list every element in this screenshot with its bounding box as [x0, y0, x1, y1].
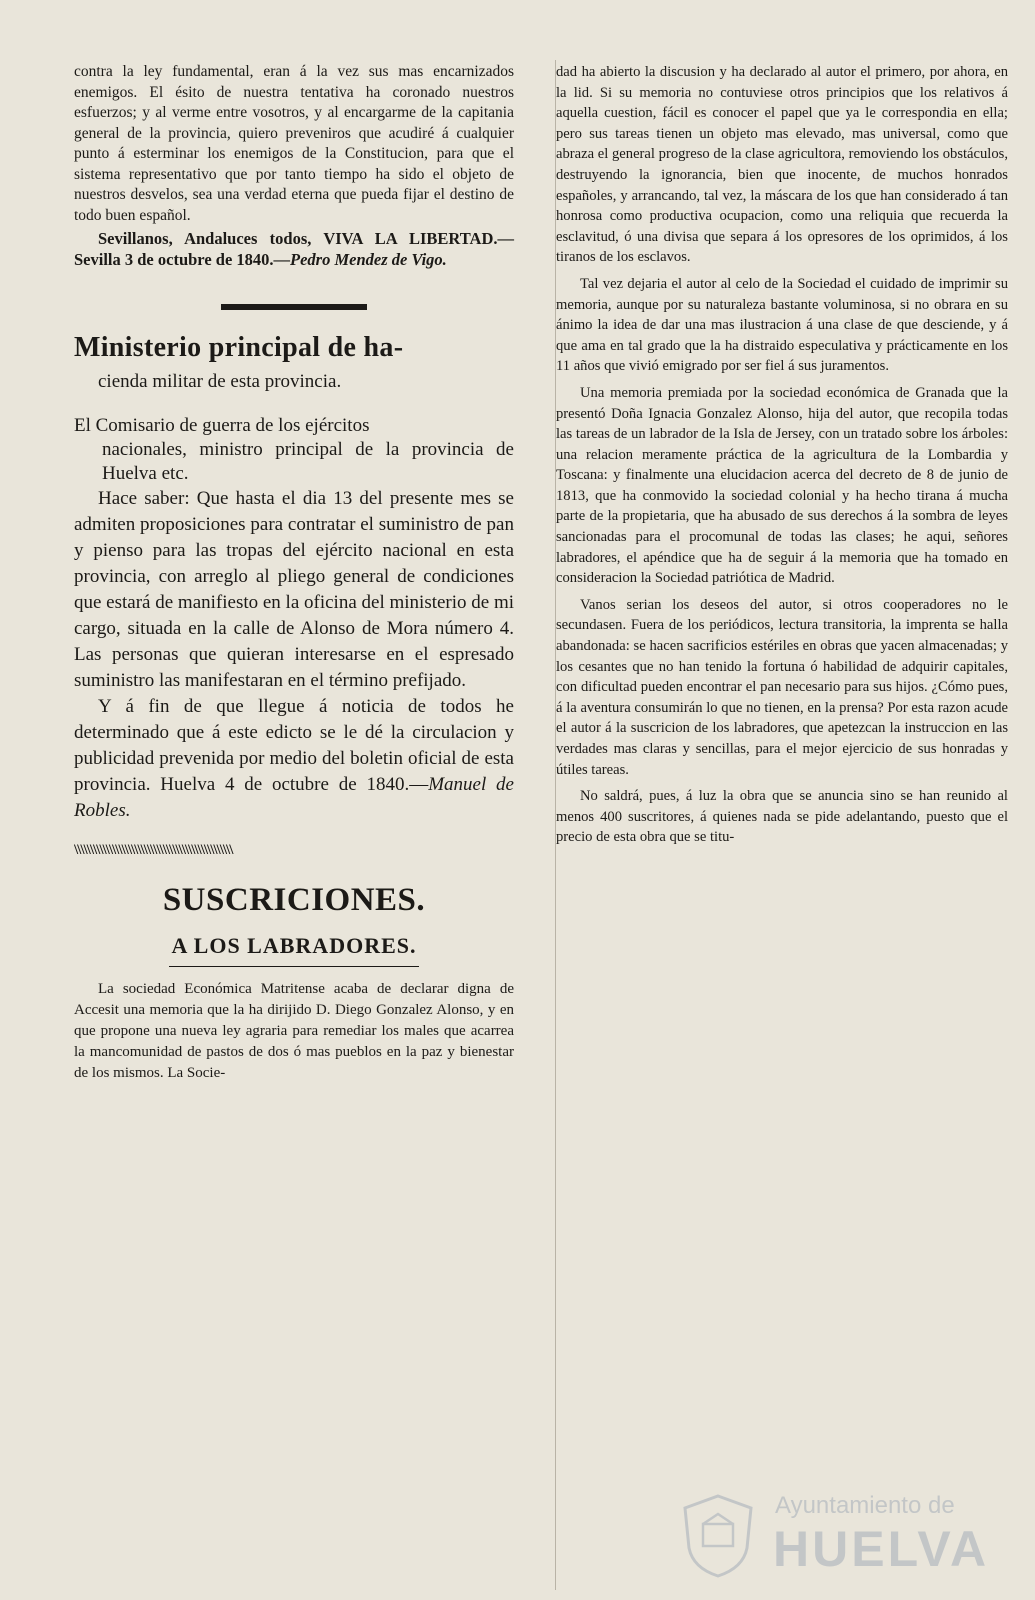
edict-paragraph-2-text: Y á fin de que llegue á noticia de todos he determinado que á este edicto se le dé la circulacion y publicidad prevenida por medio del boletin oficial de esta provincia. Huelva 4 de octubre de 1840.—	[74, 696, 514, 795]
edict-signature: Manuel de Robles.	[74, 774, 514, 821]
heading-underline	[169, 966, 419, 967]
labradores-heading: A LOS LABRADORES.	[171, 933, 417, 958]
right-paragraph-4: Vanos serian los deseos del autor, si otros cooperadores no le secundasen. Fuera de los periódicos, lectura transitoria, la imprenta se halla abandonada: se hacen sacrificios estériles en obras que yacen almacenadas; y los cesantes que no han tenido la fortuna ó habilidad de adquirir capitales, con dificultad pueden encontrar el pan necesario para sus hijos. ¿Cómo pues, á la aventura consumirán lo que no tienen, en la prensa? Por esta razon acude el autor á la suscricion de los labradores, que apetezcan la instruccion en las verdades mas claras y sencillas, para el mejor ejercicio de sus honradas y útiles tareas.	[556, 596, 1008, 778]
signature-line: Sevillanos, Andaluces todos, VIVA LA LIBERTAD.—Sevilla 3 de octubre de 1840.—	[74, 229, 514, 269]
right-column	[556, 62, 1008, 854]
right-paragraph-1: dad ha abierto la discusion y ha declarado al autor el primero, por ahora, en la lid. Si su memoria no contuviese otros principios que los relativos á aquella cuestion, fácil es conocer el papel que ya le correspondia en ella; pero sus tareas tienen un objeto mas elevado, mas universal, como que abraza el general progreso de la clase agricultora, removiendo los obstáculos, destruyendo la ignorancia, bien que inocente, de muchos honrados españoles, y arrancando, tal vez, la máscara de los que han considerado á tan honrosa como productiva ocupacion, como una reliquia que recuerda la esclavitud, ó una divisa que separa á los opresores de los oprimidos, á los tiranos de los esclavos.	[556, 64, 1008, 266]
labradores-paragraph: La sociedad Económica Matritense acaba de declarar digna de Accesit una memoria que la ha dirijido D. Diego Gonzalez Alonso, y en que propone una nueva ley agraria para remediar los males que acarrea la mancomunidad de pastos de dos ó mas pueblos en la paz y bienestar de los mismos. La Socie-	[74, 981, 514, 1081]
watermark-line-2: HUELVA	[773, 1521, 990, 1577]
edict-heading	[74, 414, 514, 486]
right-paragraph-2: Tal vez dejaria el autor al celo de la Sociedad el cuidado de imprimir su memoria, aunque por su naturaleza bastante voluminosa, si no obrara en su ánimo la idea de dar una mas ilustracion á una clase de que desciende, y á que ama en tal grado que la ha distraido especulativa y prácticamente en los 11 años que vivió emigrado por ser fiel á sus juramentos.	[556, 275, 1008, 375]
intro-paragraph: contra la ley fundamental, eran á la vez sus mas encarnizados enemigos. El ésito de nuestra tentativa ha coronado nuestros esfuerzos; y al verme entre vosotros, y al encargarme de la capitania general de la provincia, quiero preveniros que acudiré á cualquier punto á esterminar los enemigos de la Constitucion, para que el sistema representativo que por tanto tiempo ha sido el objeto de nuestros desvelos, sea una verdad eterna que pueda fijar el destino de todo buen español.	[74, 63, 514, 224]
ministerio-heading: Ministerio principal de ha-	[74, 332, 404, 363]
ministerio-subheading: cienda militar de esta provincia.	[98, 371, 342, 392]
signature-name: Pedro Mendez de Vigo.	[290, 250, 447, 269]
edict-heading-first: El Comisario de guerra de los ejércitos	[74, 415, 370, 436]
watermark-line-1: Ayuntamiento de	[775, 1492, 955, 1519]
left-column	[74, 62, 514, 1084]
edict-paragraph-1: Hace saber: Que hasta el dia 13 del presente mes se admiten proposiciones para contratar el suministro de pan y pienso para las tropas del ejército nacional en esta provincia, con arreglo al pliego general de condiciones que estará de manifiesto en la oficina del ministerio de mi cargo, situada en la calle de Alonso de Mora número 4. Las personas que quieran interesarse en el espresado suministro las manifestaran en el término prefijado.	[74, 488, 515, 691]
suscriciones-heading: SUSCRICIONES.	[162, 882, 426, 918]
edict-paragraph-2	[74, 694, 514, 824]
signature-block	[74, 228, 514, 270]
coat-of-arms-icon	[673, 1490, 763, 1580]
right-paragraph-3: Una memoria premiada por la sociedad económica de Granada que la presentó Doña Ignacia Gonzalez Alonso, hija del autor, que recopila todas las tareas de un labrador de la Isla de Jersey, con un tratado sobre los árboles: una relacion meramente práctica de la agricultura de la Lombardia y Toscana: y finalmente una elucidacion acerca del decreto de 8 de junio de 1813, que ha conmovido la sociedad colonial y ha hecho tirana á mucha parte de la propietaria, que ha abusado de sus derechos á la sombra de leyes sancionadas para el procomunal de todas las clases; he aqui, señores labradores, el apéndice que ha de seguir á la memoria que ha tomado en consideracion la Sociedad patriótica de Madrid.	[556, 384, 1008, 587]
ornament-divider: \\\\\\\\\\\\\\\\\\\\\\\\\\\\\\\\\\\\\\\\\\\\\\\\\\	[74, 842, 233, 858]
right-paragraph-5: No saldrá, pues, á luz la obra que se anuncia sino se han reunido al menos 400 suscritores, á quienes nada se pide adelantando, puesto que el precio de esta obra que se titu-	[556, 788, 1008, 846]
section-rule	[221, 304, 367, 310]
edict-heading-rest: nacionales, ministro principal de la provincia de Huelva etc.	[102, 439, 514, 484]
archive-watermark	[665, 1486, 1015, 1582]
